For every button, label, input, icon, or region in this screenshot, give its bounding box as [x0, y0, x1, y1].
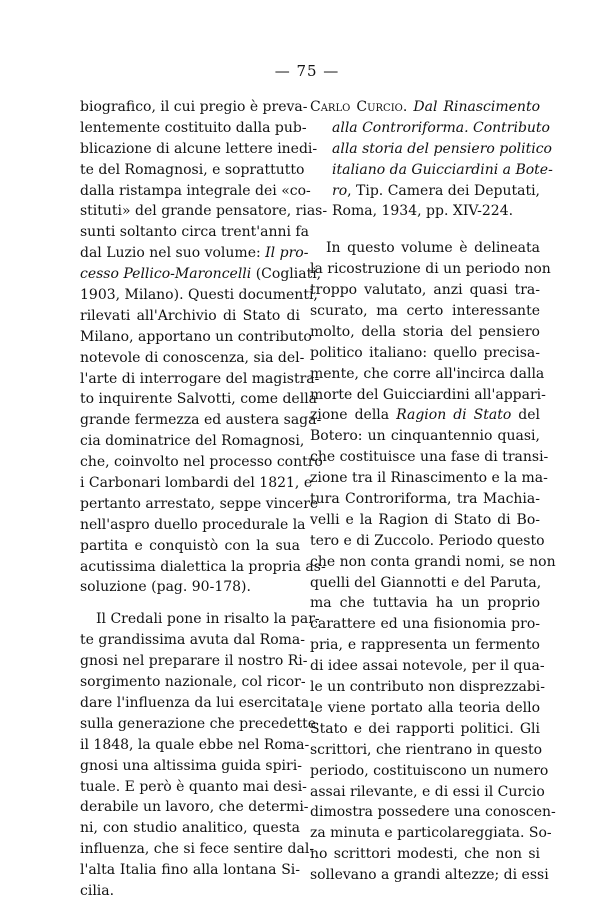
text-line [80, 264, 322, 285]
text-run: lentemente costituito dalla pub- [80, 119, 307, 136]
italic-text: Il pro- [265, 245, 309, 262]
text-line [80, 285, 318, 306]
text-line [310, 782, 545, 803]
text-line [80, 139, 318, 160]
text-line [310, 656, 545, 677]
text-run: to inquirente Salvotti, come della [80, 391, 318, 408]
text-run: cia dominatrice del Romagnosi, [80, 433, 305, 450]
text-line [80, 452, 323, 473]
text-run: Roma, 1934, pp. XIV-224. [332, 203, 514, 220]
text-line [80, 306, 300, 327]
text-run: che non conta grandi nomi, se non [310, 553, 556, 570]
paragraph-gap [310, 222, 540, 238]
text-run: l'arte di interrogare del magistra- [80, 370, 320, 387]
text-run: del [511, 407, 540, 424]
text-line [310, 614, 540, 635]
text-line [80, 756, 300, 777]
text-line [310, 489, 540, 510]
text-line [310, 552, 556, 573]
text-line [80, 818, 300, 839]
text-run: derabile un lavoro, che determi- [80, 799, 309, 816]
text-run: Il Credali pone in risalto la par- [96, 611, 320, 628]
italic-text: italiano da Guicciardini a Bote- [332, 161, 553, 178]
text-line [80, 577, 300, 598]
text-run: In questo volume è delineata [326, 240, 540, 257]
text-run: troppo valutato, anzi quasi tra- [310, 282, 540, 299]
text-line [80, 797, 309, 818]
text-run: il 1848, la quale ebbe nel Roma- [80, 736, 310, 753]
text-run: influenza, che si fece sentire dal- [80, 841, 315, 858]
text-line [310, 280, 540, 301]
text-line [310, 740, 543, 761]
text-line [310, 823, 552, 844]
text-run: (Cogliati, [251, 266, 322, 283]
text-line [80, 515, 306, 536]
text-run: ma che tuttavia ha un proprio [310, 595, 540, 612]
text-run: 1903, Milano). Questi documenti, [80, 287, 318, 304]
text-run: grande fermezza ed austera saga- [80, 412, 322, 429]
text-run: tero e di Zuccolo. Periodo questo [310, 532, 545, 549]
text-line [310, 531, 545, 552]
text-line [80, 222, 309, 243]
text-run: gnosi una altissima guida spiri- [80, 757, 302, 774]
text-run: sunti soltanto circa trent'anni fa [80, 224, 309, 241]
text-line [80, 201, 328, 222]
text-line [80, 630, 305, 651]
text-run: dare l'influenza da lui esercitata [80, 694, 310, 711]
text-line [80, 693, 310, 714]
text-line [80, 348, 305, 369]
italic-text: cesso Pellico-Maroncelli [80, 266, 252, 283]
italic-text: Dal Rinascimento [407, 99, 541, 115]
text-run: Milano, apportano un contributo [80, 328, 312, 345]
text-line [80, 735, 310, 756]
author-name: Carlo Curcio. [310, 99, 408, 115]
text-line [310, 343, 540, 364]
text-line [80, 672, 306, 693]
text-run: cilia. [80, 882, 115, 899]
text-run: carattere ed una fisionomia pro- [310, 616, 540, 633]
text-line [310, 238, 540, 259]
italic-text: Ragion di Stato [396, 407, 512, 424]
text-run: mente, che corre all'incirca dalla [310, 365, 545, 382]
right-column [310, 97, 556, 886]
text-line [310, 259, 551, 280]
text-line [310, 139, 552, 160]
text-line [310, 761, 549, 782]
text-line [80, 327, 312, 348]
italic-text: ro [332, 182, 348, 199]
text-run: Botero: un cinquantennio quasi, [310, 428, 540, 445]
text-run: morte del Guicciardini all'appari- [310, 386, 546, 403]
text-run: gnosi nel preparare il nostro Ri- [80, 653, 308, 670]
text-run: zione della [310, 407, 397, 424]
text-run: blicazione di alcune lettere inedi- [80, 140, 318, 157]
page-number: — 75 — [274, 62, 340, 80]
text-run: te grandissima avuta dal Roma- [80, 632, 305, 649]
text-line [80, 494, 319, 515]
text-run: rilevati all'Archivio di Stato di [80, 307, 300, 324]
text-run: i Carbonari lombardi del 1821, e [80, 475, 313, 492]
text-line [80, 609, 320, 630]
text-run: dalla ristampa integrale dei «co- [80, 182, 311, 199]
text-run: stituti» del grande pensatore, rias- [80, 203, 328, 220]
text-line [80, 160, 305, 181]
text-run: te del Romagnosi, e soprattutto [80, 161, 305, 178]
text-line [310, 160, 553, 181]
text-line [310, 426, 540, 447]
text-run: acutissima dialettica la propria as- [80, 558, 326, 575]
text-line [310, 118, 550, 139]
text-line [310, 447, 549, 468]
text-run: pria, e rappresenta un fermento [310, 637, 540, 654]
text-run: dimostra possedere una conoscen- [310, 804, 556, 821]
text-run: sollevano a grandi altezze; di essi [310, 867, 549, 884]
text-run: l'alta Italia fino alla lontana Si- [80, 862, 300, 879]
italic-text: alla storia del pensiero politico [332, 140, 552, 157]
text-line [80, 410, 322, 431]
text-line [310, 468, 548, 489]
text-run: tuale. E però è quanto mai desi- [80, 778, 307, 795]
text-run: la ricostruzione di un periodo non [310, 261, 551, 278]
text-line [80, 369, 320, 390]
text-run: notevole di conoscenza, sia del- [80, 349, 305, 366]
text-line [80, 881, 300, 902]
text-line [80, 243, 309, 264]
text-line [310, 677, 546, 698]
text-line [310, 405, 540, 426]
text-run: che costituisce una fase di transi- [310, 449, 549, 466]
text-run: scurato, ma certo interessante [310, 303, 540, 320]
italic-text: alla Controriforma. Contributo [332, 119, 550, 136]
left-column [80, 97, 328, 902]
text-line [310, 719, 540, 740]
text-line [310, 573, 540, 594]
text-line [80, 651, 308, 672]
text-run: le viene portato alla teoria dello [310, 699, 540, 716]
text-run: di idee assai notevole, per il qua- [310, 658, 545, 675]
text-run: zione tra il Rinascimento e la ma- [310, 470, 548, 487]
text-line [80, 536, 300, 557]
text-run: no scrittori modesti, che non si [310, 846, 540, 863]
text-line [80, 473, 313, 494]
text-run: soluzione (pag. 90-178). [80, 579, 251, 596]
text-line [310, 364, 545, 385]
text-run: , Tip. Camera dei Deputati, [347, 182, 541, 199]
text-line [310, 301, 540, 322]
text-run: dal Luzio nel suo volume: [80, 245, 266, 262]
text-run: sorgimento nazionale, col ricor- [80, 674, 306, 691]
text-run: ni, con studio analitico, questa [80, 820, 300, 837]
text-run: molto, della storia del pensiero [310, 323, 540, 340]
text-line [310, 698, 540, 719]
text-line [310, 635, 540, 656]
text-line [310, 865, 549, 886]
text-run: Stato e dei rapporti politici. Gli [310, 720, 540, 737]
text-run: tura Controriforma, tra Machia- [310, 491, 540, 508]
text-line [310, 593, 540, 614]
text-line [310, 844, 540, 865]
text-line [80, 714, 317, 735]
text-line [80, 557, 326, 578]
text-line [80, 97, 308, 118]
text-line [310, 385, 546, 406]
text-run: scrittori, che rientrano in questo [310, 741, 543, 758]
text-run: pertanto arrestato, seppe vincere [80, 495, 319, 512]
text-line [310, 97, 540, 118]
text-line [80, 860, 300, 881]
text-line [80, 389, 318, 410]
paragraph-gap [80, 598, 300, 609]
text-line [80, 777, 307, 798]
text-run: velli e la Ragion di Stato di Bo- [310, 511, 540, 528]
text-line [310, 802, 556, 823]
text-run: politico italiano: quello precisa- [310, 344, 540, 361]
text-run: sulla generazione che precedette [80, 715, 317, 732]
text-line [310, 510, 540, 531]
text-line [310, 181, 540, 202]
text-line [80, 181, 311, 202]
text-run: nell'aspro duello procedurale la [80, 516, 306, 533]
text-run: partita e conquistò con la sua [80, 537, 300, 554]
text-run: che, coinvolto nel processo contro [80, 454, 323, 471]
text-run: za minuta e particolareggiata. So- [310, 825, 552, 842]
text-line [80, 118, 307, 139]
text-run: assai rilevante, e di essi il Curcio [310, 783, 545, 800]
text-run: le un contributo non disprezzabi- [310, 679, 546, 696]
text-line [80, 431, 305, 452]
text-line [310, 322, 540, 343]
text-line [310, 201, 540, 222]
text-run: periodo, costituiscono un numero [310, 762, 549, 779]
text-run: quelli del Giannotti e del Paruta, [310, 574, 542, 591]
text-line [80, 839, 315, 860]
text-run: biografico, il cui pregio è preva- [80, 99, 308, 115]
